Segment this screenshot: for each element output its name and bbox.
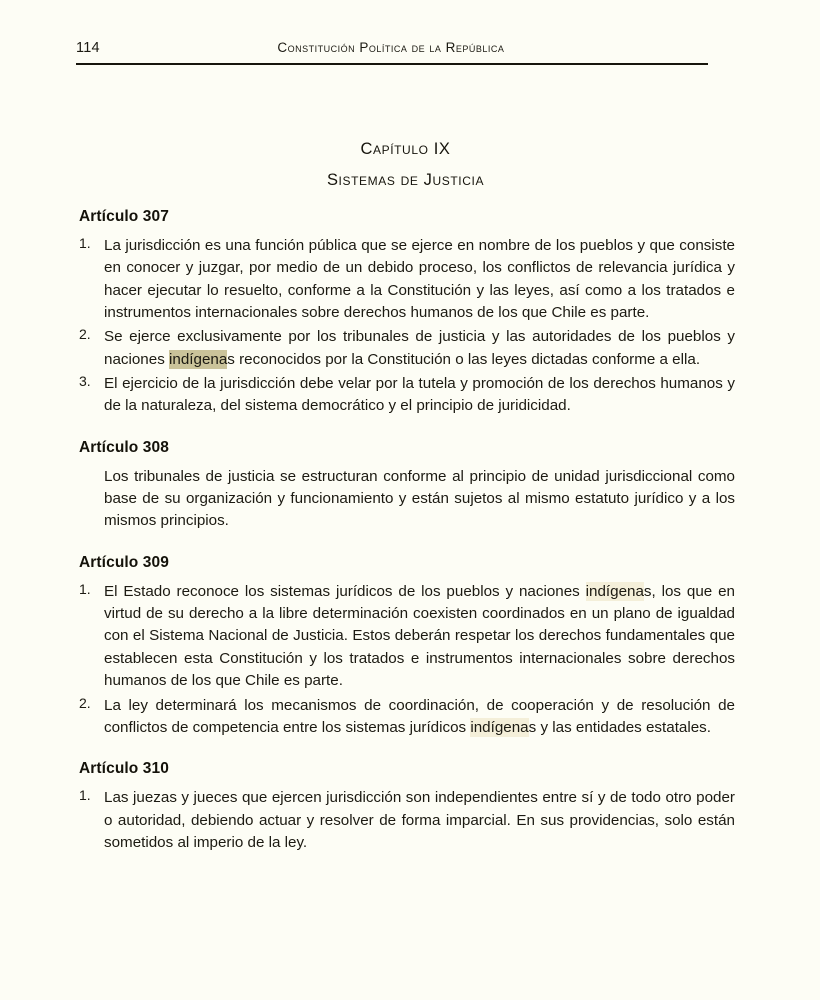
clause-list (76, 235, 735, 418)
text-run: s y las entidades estatales. (528, 718, 711, 736)
header-rule (76, 63, 708, 65)
clause-item (76, 695, 735, 740)
clause-item (76, 235, 735, 324)
clause-number: 3. (79, 373, 91, 390)
article-heading: Artículo 307 (79, 208, 169, 225)
clause-text (104, 326, 735, 371)
highlighted-term: indígena (169, 350, 228, 368)
clause-text (104, 581, 735, 693)
text-run: El ejercicio de la jurisdicción debe velar por la tutela y promoción de los derechos humanos y de la naturaleza, del sistema democrático y el principio de juridicidad. (104, 375, 735, 415)
chapter-heading (76, 138, 735, 192)
chapter-label: Capítulo IX (360, 140, 451, 158)
text-run: s reconocidos por la Constitución o las leyes dictadas conforme a ella. (227, 350, 701, 368)
text-run: Se ejerce exclusivamente por los tribunales de justicia y las autoridades de los pueblos y naciones (104, 328, 735, 368)
running-head (76, 40, 708, 56)
clause-item (76, 581, 735, 693)
clause-text (104, 695, 735, 740)
clause-text (104, 787, 735, 854)
text-run: El Estado reconoce los sistemas jurídicos de los pueblos y naciones (104, 582, 586, 600)
clause-number: 1. (79, 235, 91, 251)
running-head-title: Constitución Política de la República (277, 40, 505, 55)
chapter-name: Sistemas de Justicia (326, 171, 485, 190)
clause-number: 2. (79, 326, 91, 343)
clause-number: 1. (79, 580, 91, 597)
clause-number: 2. (79, 694, 91, 711)
text-run: La jurisdicción es una función pública que se ejerce en nombre de los pueblos y que consiste en conocer y juzgar, por medio de un debido proceso, los conflictos de relevancia jurídica y hacer ejecutar lo resuelto, conforme a la Constitución y las leyes, así como a los tratados e instrumentos internacionales sobre derechos humanos de los que Chile es parte. (104, 237, 735, 322)
text-run: s, los que en virtud de su derecho a la libre determinación coexisten coordinados en un plano de igualdad con el Sistema Nacional de Justicia. Estos deberán respetar los derechos fundamentales que establecen esta Constitución y los tratados e instrumentos internacionales sobre derechos humanos de los que Chile es parte. (104, 582, 735, 690)
clause-list (76, 581, 735, 739)
article-paragraph: Los tribunales de justicia se estructuran conforme al principio de unidad jurisdiccional como base de su organización y funcionamiento y están sujetos al mismo estatuto jurídico y a los mismos principios. (104, 467, 735, 530)
clause-text (104, 373, 735, 418)
highlighted-term: indígena (470, 718, 529, 736)
page-number: 114 (76, 40, 100, 56)
clause-list (76, 787, 735, 854)
article-heading: Artículo 310 (79, 760, 169, 778)
highlighted-term: indígena (585, 582, 644, 600)
clause-text (104, 235, 735, 324)
article-heading: Artículo 309 (79, 553, 169, 571)
text-run: La ley determinará los mecanismos de coordinación, de cooperación y de resolución de conflictos de competencia entre los sistemas jurídicos (104, 696, 735, 736)
text-run: Las juezas y jueces que ejercen jurisdicción son independientes entre sí y de todo otro poder o autoridad, debiendo actuar y resolver de forma imparcial. En sus providencias, solo están sometidos al imperio de la ley. (104, 789, 735, 851)
clause-number: 1. (79, 787, 91, 804)
clause-item (76, 787, 735, 854)
clause-item (76, 326, 735, 371)
article-heading: Artículo 308 (79, 438, 169, 456)
article-body-column (76, 208, 735, 856)
clause-item (76, 373, 735, 418)
